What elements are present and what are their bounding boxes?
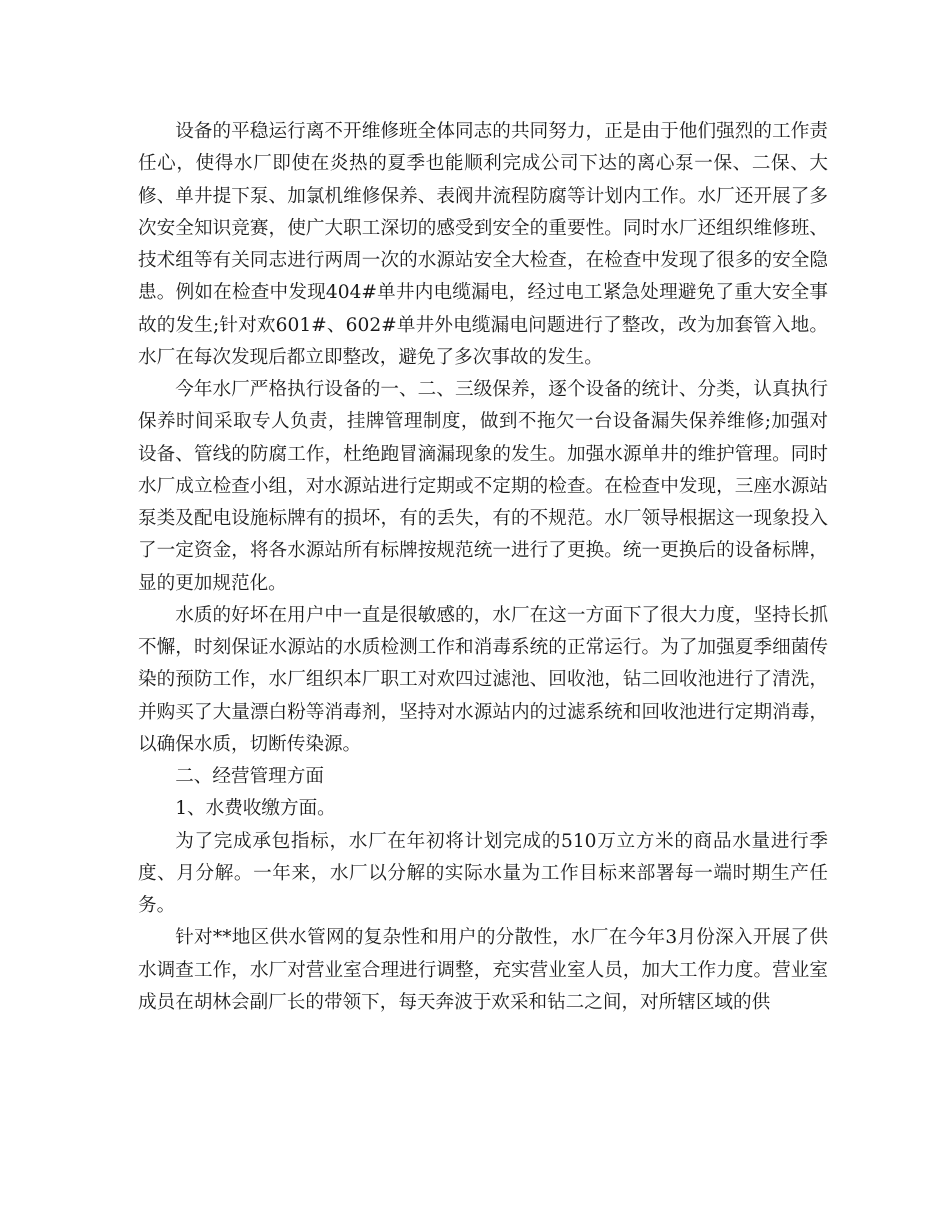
paragraph-maintenance-levels: 今年水厂严格执行设备的一、二、三级保养，逐个设备的统计、分类，认真执行保养时间采取专人负责，挂牌管理制度，做到不拖欠一台设备漏失保养维修;加强对设备、管线的防腐工作，杜绝跑冒滴漏现象的发生。加强水源单井的维护管理。同时水厂成立检查小组，对水源站进行定期或不定期的检查。在检查中发现，三座水源站泵类及配电设施标牌有的损坏，有的丢失，有的不规范。水厂领导根据这一现象投入了一定资金，将各水源站所有标牌按规范统一进行了更换。统一更换后的设备标牌，显的更加规范化。 bbox=[138, 379, 828, 594]
section-heading-operations: 二、经营管理方面 bbox=[175, 766, 324, 787]
paragraph-supply-survey: 针对**地区供水管网的复杂性和用户的分散性，水厂在今年3月份深入开展了供水调查工作，水厂对营业室合理进行调整，充实营业室人员，加大工作力度。营业室成员在胡林会副厂长的带领下，每天奔波于欢采和钻二之间，对所辖区域的供 bbox=[138, 927, 828, 1013]
paragraph-water-quality: 水质的好坏在用户中一直是很敏感的，水厂在这一方面下了很大力度，坚持长抓不懈，时刻保证水源站的水质检测工作和消毒系统的正常运行。为了加强夏季细菌传染的预防工作，水厂组织本厂职工对欢四过滤池、回收池，钻二回收池进行了清洗，并购买了大量漂白粉等消毒剂，坚持对水源站内的过滤系统和回收池进行定期消毒，以确保水质，切断传染源。 bbox=[138, 604, 828, 755]
document-body bbox=[138, 116, 828, 1019]
paragraph-equipment-maintenance: 设备的平稳运行离不开维修班全体同志的共同努力，正是由于他们强烈的工作责任心，使得水厂即使在炎热的夏季也能顺利完成公司下达的离心泵一保、二保、大修、单井提下泵、加氯机维修保养、表阀井流程防腐等计划内工作。水厂还开展了多次安全知识竞赛，使广大职工深切的感受到安全的重要性。同时水厂还组织维修班、技术组等有关同志进行两周一次的水源站安全大检查，在检查中发现了很多的安全隐患。例如在检查中发现404#单井内电缆漏电，经过电工紧急处理避免了重大安全事故的发生;针对欢601#、602#单井外电缆漏电问题进行了整改，改为加套管入地。水厂在每次发现后都立即整改，避免了多次事故的发生。 bbox=[138, 121, 828, 368]
subsection-heading-fee-collection: 1、水费收缴方面。 bbox=[175, 798, 336, 820]
paragraph-contract-target: 为了完成承包指标，水厂在年初将计划完成的510万立方米的商品水量进行季度、月分解。一年来，水厂以分解的实际水量为工作目标来部署每一端时期生产任务。 bbox=[138, 830, 828, 916]
